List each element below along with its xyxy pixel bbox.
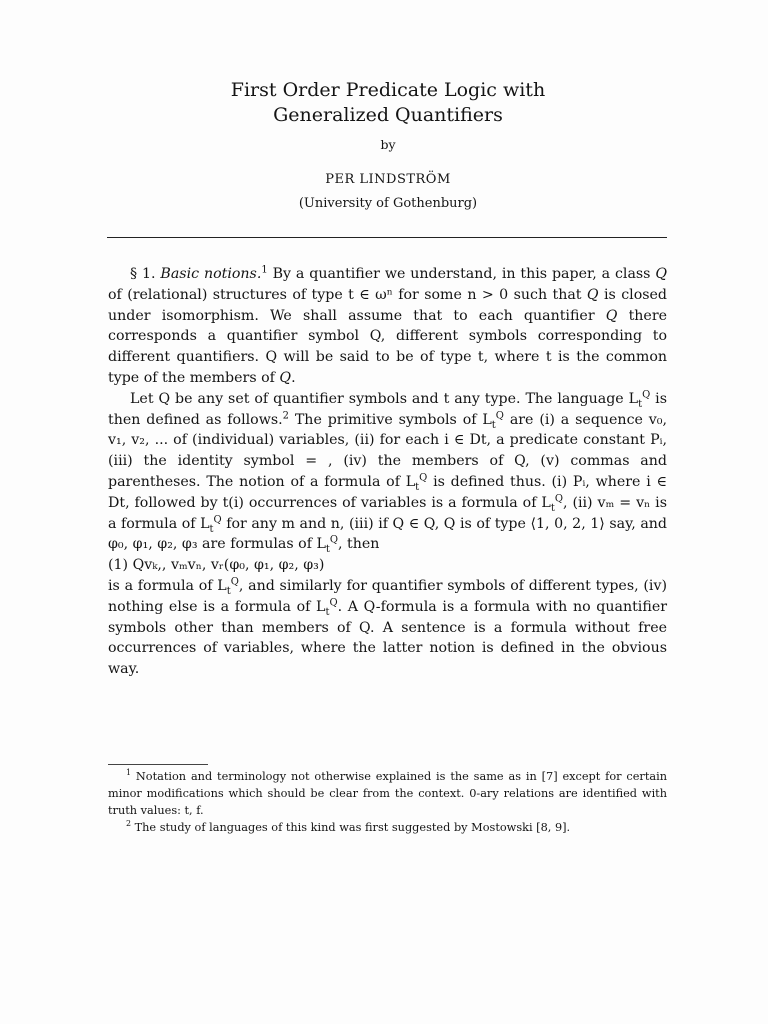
paragraph-2: Let Q be any set of quantifier symbols and t any type. The language $L_t^Q$ is then defined as follows.$^2$ The primitive symbols of $L_t^Q$ are (i) a sequence v₀, v₁, v₂, ... of (individual) variables, (ii) for each i ∈ Dt, a predicate constant Pᵢ, (iii) the identity symbol = , (iv) the members of Q, (v) commas and parentheses. The notion of a formula of $L_t^Q$ is defined thus. (i) Pᵢ, where i ∈ Dt, followed by t(i) occurrences of variables is a formula of $L_t^Q$, (ii) vₘ = vₙ is a formula of $L_t^Q$ for any m and n, (iii) if Q ∈ Q, Q is of type ⟨1, 0, 2, 1⟩ say, and φ₀, φ₁, φ₂, φ₃ are formulas of $L_t^Q$, then <box>108 389 668 556</box>
footnote-ref-2: 2 <box>282 409 289 421</box>
footnote-1: $^1$ Notation and terminology not otherwise explained is the same as in [7] except for certain minor modifications which should be clear from the context. 0-ary relations are identified with truth values: t, f. <box>108 768 667 817</box>
formula-1: (1) Qvₖ,, vₘvₙ, vᵣ(φ₀, φ₁, φ₂, φ₃) <box>108 557 325 574</box>
by-line: by <box>380 137 396 152</box>
paper-title <box>0 78 768 128</box>
main-text <box>108 264 667 680</box>
header-divider <box>107 237 667 238</box>
section-number: § 1. <box>130 266 156 282</box>
title-line-1: First Order Predicate Logic with <box>230 79 546 101</box>
footnote-2: $^2$ The study of languages of this kind was first suggested by Mostowski [8, 9]. <box>126 819 571 834</box>
section-heading: Basic notions. <box>160 266 262 282</box>
author-affiliation: (University of Gothenburg) <box>298 196 478 211</box>
footnote-divider <box>108 764 208 765</box>
paragraph-1: § 1. Basic notions.$^1$ By a quantifier we understand, in this paper, a class Q of (relational) structures of type t ∈ ωⁿ for some n > 0 such that Q is closed under isomorphism. We shall assume that to each quantifier Q there corresponds a quantifier symbol Q, different symbols corresponding to different quantifiers. Q will be said to be of type t, where t is the common type of the members of Q. <box>108 264 668 386</box>
paragraph-3: is a formula of $L_t^Q$, and similarly for quantifier symbols of different types, (iv) nothing else is a formula of $L_t^Q$. A Q-formula is a formula with no quantifier symbols other than members of Q. A sentence is a formula without free occurrences of variables, where the latter notion is defined in the obvious way. <box>108 576 667 678</box>
footnotes <box>108 768 667 836</box>
author-name: PER LINDSTRÖM <box>325 172 451 187</box>
title-line-2: Generalized Quantifiers <box>273 104 503 126</box>
footnote-ref-1: 1 <box>261 264 268 276</box>
